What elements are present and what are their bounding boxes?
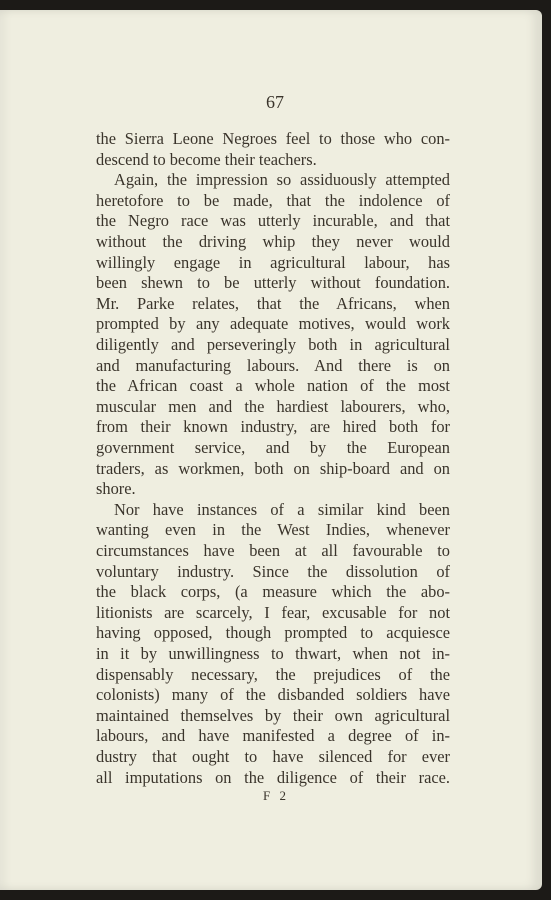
- text-line: been shewn to be utterly without foundation.: [96, 273, 450, 293]
- text-line: and manufacturing labours. And there is on: [96, 355, 450, 375]
- text-line: Again, the impression so assiduously attempted: [114, 170, 450, 190]
- text-line: shore.: [96, 479, 136, 499]
- text-line: descend to become their teachers.: [96, 149, 317, 169]
- text-line: dustry that ought to have silenced for ever: [96, 747, 450, 766]
- text-line: traders, as workmen, both on ship-board and on: [96, 458, 450, 478]
- text-line: the Negro race was utterly incurable, and that: [96, 211, 450, 231]
- text-line: in it by unwillingness to thwart, when not in-: [96, 644, 450, 663]
- text-line: voluntary industry. Since the dissolution of: [96, 561, 450, 581]
- text-line: from their known industry, are hired both for: [96, 417, 450, 437]
- text-line: the African coast a whole nation of the most: [96, 376, 450, 396]
- text-line: Mr. Parke relates, that the Africans, when: [96, 293, 450, 313]
- text-line: heretofore to be made, that the indolence of: [96, 190, 450, 210]
- text-line: the Sierra Leone Negroes feel to those who con-: [96, 129, 450, 148]
- text-line: litionists are scarcely, I fear, excusable for not: [96, 602, 450, 622]
- text-line: without the driving whip they never would: [96, 232, 450, 251]
- text-line: maintained themselves by their own agricultural: [96, 705, 450, 725]
- text-line: wanting even in the West Indies, whenever: [96, 520, 450, 540]
- text-line: the black corps, (a measure which the abo-: [96, 582, 450, 602]
- text-line: all imputations on the diligence of their race.: [96, 767, 450, 787]
- text-line: diligently and perseveringly both in agricultural: [96, 335, 450, 354]
- text-line: prompted by any adequate motives, would work: [96, 314, 450, 334]
- text-line: having opposed, though prompted to acquiesce: [96, 623, 450, 643]
- text-line: dispensably necessary, the prejudices of the: [96, 664, 450, 684]
- text-line: colonists) many of the disbanded soldiers have: [96, 685, 450, 705]
- signature-mark: F 2: [263, 788, 289, 803]
- text-line: willingly engage in agricultural labour, has: [96, 252, 450, 272]
- text-line: labours, and have manifested a degree of in-: [96, 726, 450, 746]
- book-page: [0, 10, 542, 890]
- page-number: 67: [266, 92, 284, 112]
- text-line: Nor have instances of a similar kind been: [114, 499, 450, 519]
- text-line: muscular men and the hardiest labourers, who,: [96, 396, 450, 416]
- text-line: circumstances have been at all favourable to: [96, 541, 450, 560]
- text-line: government service, and by the European: [96, 438, 450, 457]
